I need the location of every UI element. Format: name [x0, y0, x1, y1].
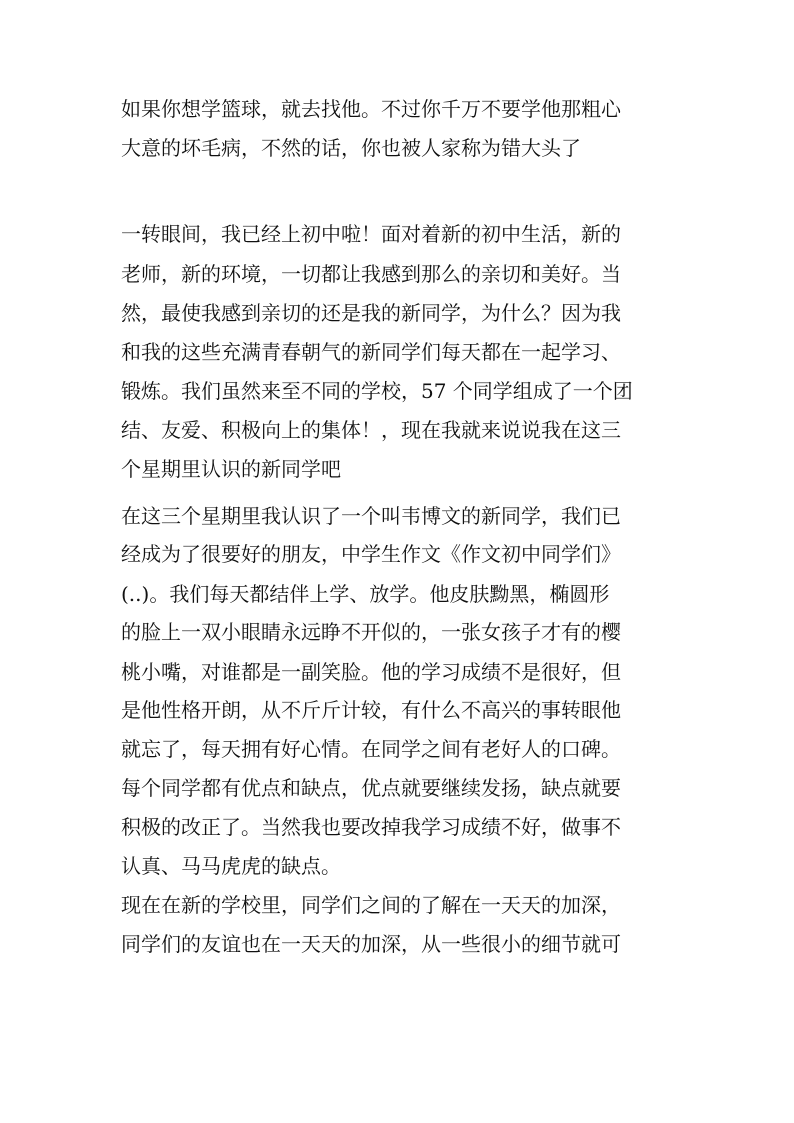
text-line: 老师，新的环境，一切都让我感到那么的亲切和美好。当 [121, 262, 621, 286]
text-line: 经成为了很要好的朋友，中学生作文《作文初中同学们》 [121, 542, 621, 566]
text-line: 就忘了，每天拥有好心情。在同学之间有老好人的口碑。 [121, 737, 621, 761]
text-line: 桃小嘴，对谁都是一副笑脸。他的学习成绩不是很好，但 [121, 660, 621, 684]
text-line: 积极的改正了。当然我也要改掉我学习成绩不好，做事不 [121, 815, 621, 839]
text-line: 然，最使我感到亲切的还是我的新同学，为什么？因为我 [121, 301, 621, 325]
text-line: 同学们的友谊也在一天天的加深，从一些很小的细节就可 [121, 932, 621, 956]
text-line: 在这三个星期里我认识了一个叫韦博文的新同学，我们已 [121, 504, 621, 528]
text-line: 的脸上一双小眼睛永远睁不开似的，一张女孩子才有的樱 [121, 620, 621, 644]
text-line: 个星期里认识的新同学吧 [121, 457, 341, 481]
text-line: 如果你想学篮球，就去找他。不过你千万不要学他那粗心 [121, 97, 621, 121]
text-line: 锻炼。我们虽然来至不同的学校，57 个同学组成了一个团 [121, 379, 633, 403]
text-line: 大意的坏毛病，不然的话，你也被人家称为错大头了 [121, 136, 581, 160]
text-line: 每个同学都有优点和缺点，优点就要继续发扬，缺点就要 [121, 776, 621, 800]
text-line: (..)。我们每天都结伴上学、放学。他皮肤黝黑，椭圆形 [121, 582, 610, 606]
text-line: 认真、马马虎虎的缺点。 [121, 854, 341, 878]
text-line: 是他性格开朗，从不斤斤计较，有什么不高兴的事转眼他 [121, 698, 621, 722]
text-line: 现在在新的学校里，同学们之间的了解在一天天的加深， [121, 893, 621, 917]
text-line: 一转眼间，我已经上初中啦！面对着新的初中生活，新的 [121, 222, 621, 246]
text-line: 和我的这些充满青春朝气的新同学们每天都在一起学习、 [121, 340, 621, 364]
text-line: 结、友爱、积极向上的集体！，现在我就来说说我在这三 [121, 418, 621, 442]
